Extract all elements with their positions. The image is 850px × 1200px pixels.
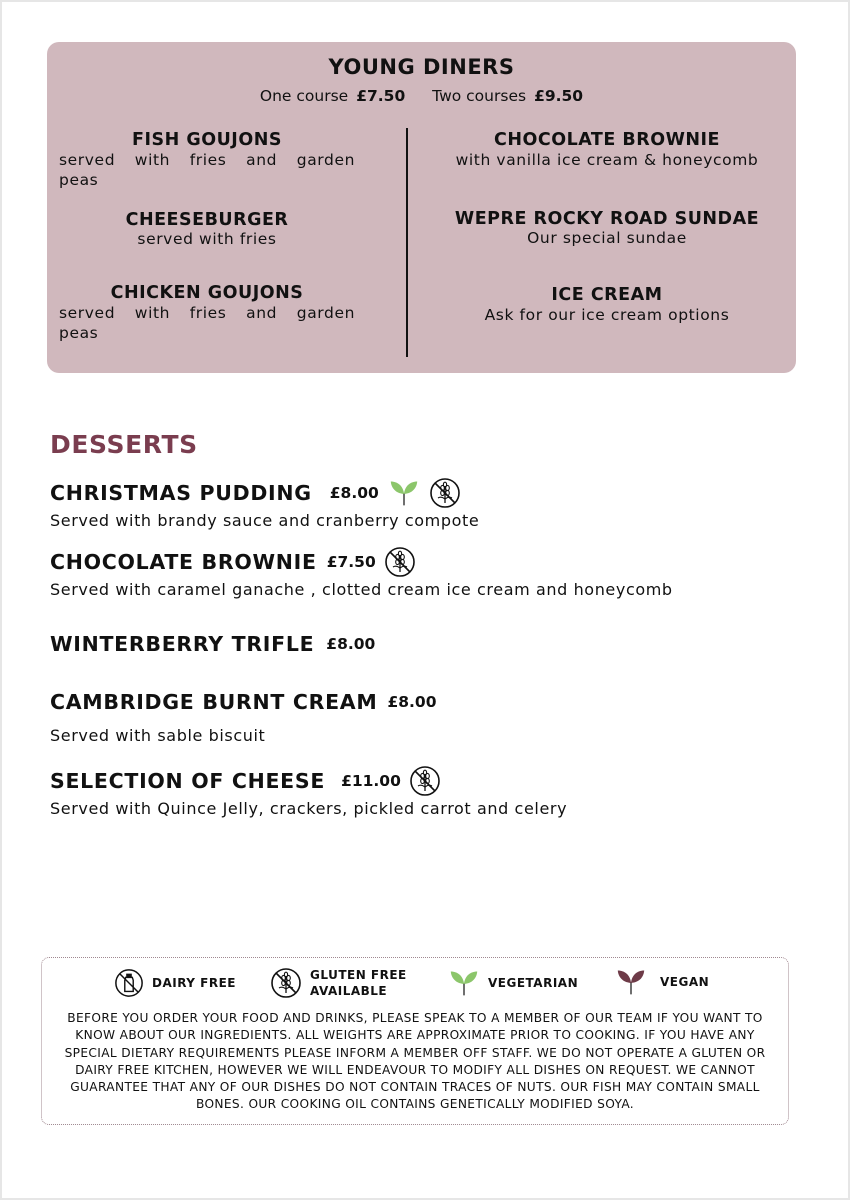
disclaimer-line: DAIRY FREE KITCHEN, HOWEVER WE WILL ENDEAVOUR TO MODIFY ALL DISHES ON REQUEST. WE CANNOT — [75, 1062, 755, 1077]
young-diners-panel — [47, 42, 796, 373]
gluten-free-icon — [409, 765, 441, 797]
one-course-price: £7.50 — [356, 87, 406, 105]
kids-item-description: with vanilla ice cream & honeycomb — [455, 151, 759, 169]
kids-item-description: served with fries and garden peas — [59, 304, 355, 342]
dessert-description: Served with brandy sauce and cranberry compote — [50, 511, 480, 530]
gluten-free-icon — [429, 477, 461, 509]
dessert-price: £7.50 — [326, 553, 376, 571]
kids-menu-item — [59, 283, 355, 343]
disclaimer-line: BONES. OUR COOKING OIL CONTAINS GENETICALLY MODIFIED SOYA. — [195, 1097, 635, 1112]
gluten-free-icon — [270, 967, 302, 999]
dessert-description: Served with caramel ganache , clotted cream ice cream and honeycomb — [50, 580, 673, 599]
dessert-price: £8.00 — [326, 635, 376, 653]
gluten-free-icon — [384, 546, 416, 578]
dessert-name: CHRISTMAS PUDDING — [50, 481, 312, 505]
kids-item-name: ICE CREAM — [551, 285, 663, 305]
kids-item-description: served with fries — [137, 230, 277, 248]
young-diners-pricing — [47, 87, 796, 105]
legend-item-dairy-free — [114, 968, 236, 998]
legend-label-line1: GLUTEN FREE — [310, 968, 407, 982]
vegan-icon — [614, 967, 648, 997]
legend-item-gluten-free — [270, 967, 407, 999]
kids-item-name: CHICKEN GOUJONS — [110, 283, 304, 303]
kids-menu-item — [59, 130, 355, 190]
two-courses-label: Two courses — [432, 87, 527, 105]
dessert-item — [50, 477, 479, 530]
two-courses-price: £9.50 — [534, 87, 584, 105]
kids-item-name: CHEESEBURGER — [125, 210, 289, 230]
disclaimer-line: KNOW ABOUT OUR INGREDIENTS. ALL WEIGHTS ARE APPROXIMATE PRIOR TO COOKING. IF YOU HAVE ANY — [75, 1028, 755, 1043]
legend-label: DAIRY FREE — [152, 976, 236, 990]
dessert-item — [50, 628, 375, 660]
kids-item-description: Ask for our ice cream options — [484, 306, 730, 324]
kids-menu-item — [427, 130, 787, 170]
kids-item-name: CHOCOLATE BROWNIE — [493, 130, 720, 150]
vegetarian-icon — [448, 968, 480, 998]
legend-label: VEGETARIAN — [488, 976, 579, 990]
kids-item-name: WEPRE ROCKY ROAD SUNDAE — [454, 209, 760, 229]
dessert-price: £8.00 — [329, 484, 379, 502]
dessert-name: CAMBRIDGE BURNT CREAM — [50, 690, 378, 714]
legend-label: VEGAN — [660, 975, 710, 989]
dessert-item — [50, 546, 673, 599]
kids-menu-item — [59, 210, 355, 249]
column-divider — [406, 128, 408, 357]
legend-label-line2: AVAILABLE — [310, 984, 388, 998]
dessert-description: Served with Quince Jelly, crackers, pickled carrot and celery — [50, 799, 568, 818]
legend-item-vegetarian — [448, 968, 578, 998]
kids-menu-item — [427, 285, 787, 325]
kids-item-description: Our special sundae — [527, 229, 687, 247]
legend-label — [310, 967, 407, 999]
young-diners-title: YOUNG DINERS — [328, 55, 515, 79]
dessert-item — [50, 686, 437, 745]
disclaimer-line: BEFORE YOU ORDER YOUR FOOD AND DRINKS, PLEASE SPEAK TO A MEMBER OF OUR TEAM IF YOU WANT TO — [67, 1011, 763, 1025]
kids-menu-item — [427, 209, 787, 248]
dessert-price: £11.00 — [341, 772, 401, 790]
kids-item-description: served with fries and garden peas — [59, 151, 355, 189]
disclaimer-line: GUARANTEE THAT ANY OF OUR DISHES DO NOT CONTAIN TRACES OF NUTS. OUR FISH MAY CONTAIN SMALL — [70, 1080, 760, 1095]
dessert-item — [50, 765, 567, 818]
dessert-price: £8.00 — [387, 693, 437, 711]
kids-item-name: FISH GOUJONS — [132, 130, 282, 150]
dessert-description: Served with sable biscuit — [50, 726, 266, 745]
dessert-name: WINTERBERRY TRIFLE — [50, 632, 315, 656]
dessert-name: SELECTION OF CHEESE — [50, 769, 326, 793]
allergen-disclaimer — [48, 1010, 782, 1114]
dairy-free-icon — [114, 968, 144, 998]
legend-item-vegan — [614, 967, 709, 997]
one-course-label: One course — [259, 87, 349, 105]
dessert-name: CHOCOLATE BROWNIE — [50, 550, 317, 574]
desserts-section-title: DESSERTS — [50, 430, 198, 459]
vegetarian-icon — [387, 478, 421, 508]
dietary-legend — [42, 966, 788, 1002]
disclaimer-line: SPECIAL DIETARY REQUIREMENTS PLEASE INFORM A MEMBER OFF STAFF. WE DO NOT OPERATE A GLUTEN OR — [64, 1045, 766, 1060]
allergen-legend-box — [41, 957, 789, 1125]
